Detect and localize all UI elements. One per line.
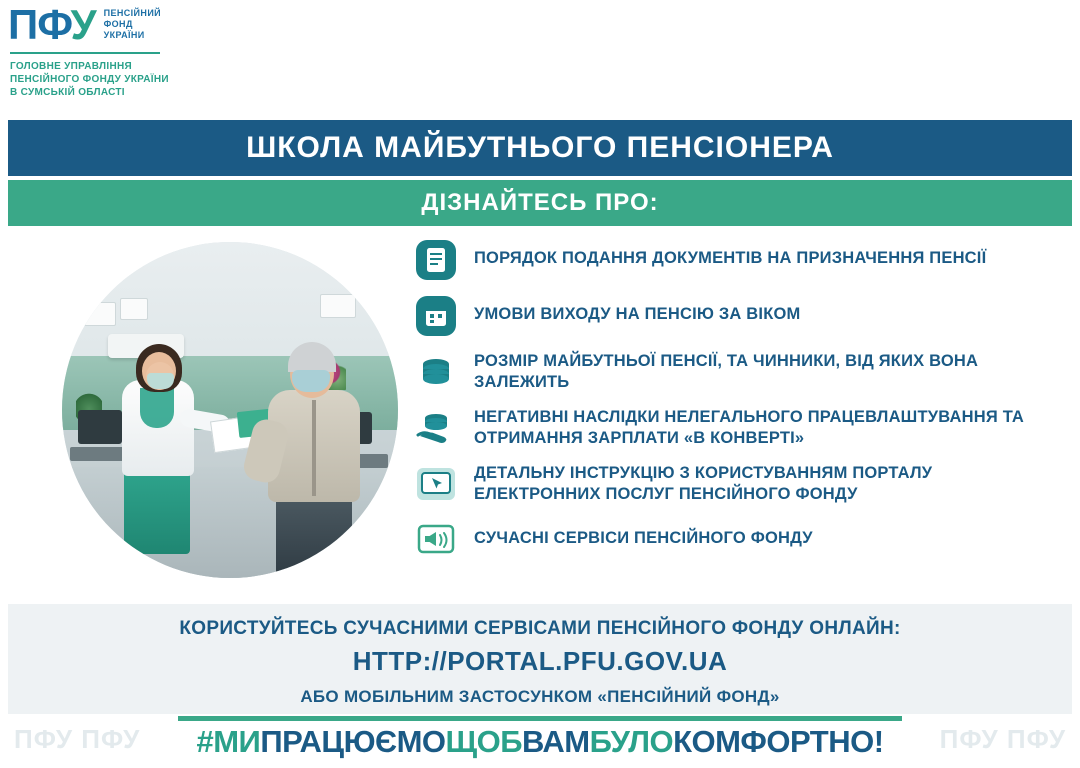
hashtag-part-1: #МИ <box>196 724 261 759</box>
logo-u-letter: У <box>70 1 96 48</box>
subtitle-banner <box>8 180 1072 226</box>
photo-visitor-mask <box>292 370 330 392</box>
hashtag-part-2: ПРАЦЮЄМО <box>260 724 446 759</box>
subtitle-text: ДІЗНАЙТЕСЬ ПРО: <box>421 189 659 216</box>
portal-url[interactable]: HTTP://PORTAL.PFU.GOV.UA <box>352 646 728 676</box>
photo-consultant-skirt <box>124 468 190 554</box>
coins-icon <box>414 350 458 394</box>
list-item-label: УМОВИ ВИХОДУ НА ПЕНСІЮ ЗА ВІКОМ <box>474 305 801 323</box>
list-item <box>414 406 1034 450</box>
photo-wall-sign-2 <box>120 298 148 320</box>
campaign-hashtag <box>8 724 1072 760</box>
photo-visitor-jacket-zip <box>312 400 316 496</box>
document-list-icon <box>414 238 458 282</box>
photo-wall-sign-1 <box>84 302 116 326</box>
logo-wordmark: ПЕНСІЙНИЙ ФОНД УКРАЇНИ <box>103 8 162 40</box>
callout-line-1: КОРИСТУЙТЕСЬ СУЧАСНИМИ СЕРВІСАМИ ПЕНСІЙНОГО ФОНДУ ОНЛАЙН: <box>179 618 901 639</box>
photo-consultant-mask <box>147 373 174 389</box>
watermark-left: ПФУ ПФУ <box>14 723 141 754</box>
page-title: ШКОЛА МАЙБУТНЬОГО ПЕНСІОНЕРА <box>246 131 834 164</box>
megaphone-screen-icon <box>414 518 458 562</box>
logo-row <box>8 1 328 48</box>
list-item <box>414 462 1034 506</box>
department-name: ГОЛОВНЕ УПРАВЛІННЯ ПЕНСІЙНОГО ФОНДУ УКРАЇНИ В СУМСЬКІЙ ОБЛАСТІ <box>10 61 169 98</box>
hashtag-part-5: БУЛО <box>589 724 674 759</box>
callout-line-3: АБО МОБІЛЬНИМ ЗАСТОСУНКОМ «ПЕНСІЙНИЙ ФОНД» <box>300 687 780 706</box>
footer-green-rule <box>178 716 902 721</box>
list-item-label: ПОРЯДОК ПОДАННЯ ДОКУМЕНТІВ НА ПРИЗНАЧЕННЯ ПЕНСІЇ <box>474 249 987 267</box>
photo-visitor-legs <box>276 492 352 578</box>
hashtag-part-3: ЩОБ <box>445 724 523 759</box>
list-item <box>414 350 1034 394</box>
list-item-label: ДЕТАЛЬНУ ІНСТРУКЦІЮ З КОРИСТУВАННЯМ ПОРТАЛУ ЕЛЕКТРОННИХ ПОСЛУГ ПЕНСІЙНОГО ФОНДУ <box>474 464 933 503</box>
list-item-label: СУЧАСНІ СЕРВІСИ ПЕНСІЙНОГО ФОНДУ <box>474 529 813 547</box>
header-logo-block <box>8 1 328 108</box>
list-item-label: НЕГАТИВНІ НАСЛІДКИ НЕЛЕГАЛЬНОГО ПРАЦЕВЛАШТУВАННЯ ТА ОТРИМАННЯ ЗАРПЛАТИ «В КОНВЕРТІ» <box>474 408 1025 447</box>
hashtag-part-4: ВАМ <box>522 724 590 759</box>
list-item-label: РОЗМІР МАЙБУТНЬОЇ ПЕНСІЇ, ТА ЧИННИКИ, ВІД ЯКИХ ВОНА ЗАЛЕЖИТЬ <box>474 352 979 391</box>
logo-divider <box>10 52 160 54</box>
pfu-logo-icon <box>8 1 96 48</box>
office-photo <box>62 242 398 578</box>
photo-consultant-scarf <box>140 388 174 428</box>
topics-list <box>414 238 1034 574</box>
online-services-callout <box>8 604 1072 714</box>
list-item <box>414 518 1034 562</box>
title-banner <box>8 120 1072 176</box>
logo-pf-letters: ПФ <box>8 1 71 48</box>
photo-monitor-left <box>78 410 122 444</box>
footer-strip <box>8 714 1072 764</box>
watermark-right: ПФУ ПФУ <box>939 723 1066 754</box>
hand-coins-icon <box>414 406 458 450</box>
monitor-cursor-icon <box>414 462 458 506</box>
calendar-icon <box>414 294 458 338</box>
list-item <box>414 294 1034 338</box>
hashtag-part-6: КОМФОРТНО! <box>673 724 884 759</box>
list-item <box>414 238 1034 282</box>
photo-wall-sign-3 <box>320 294 356 318</box>
